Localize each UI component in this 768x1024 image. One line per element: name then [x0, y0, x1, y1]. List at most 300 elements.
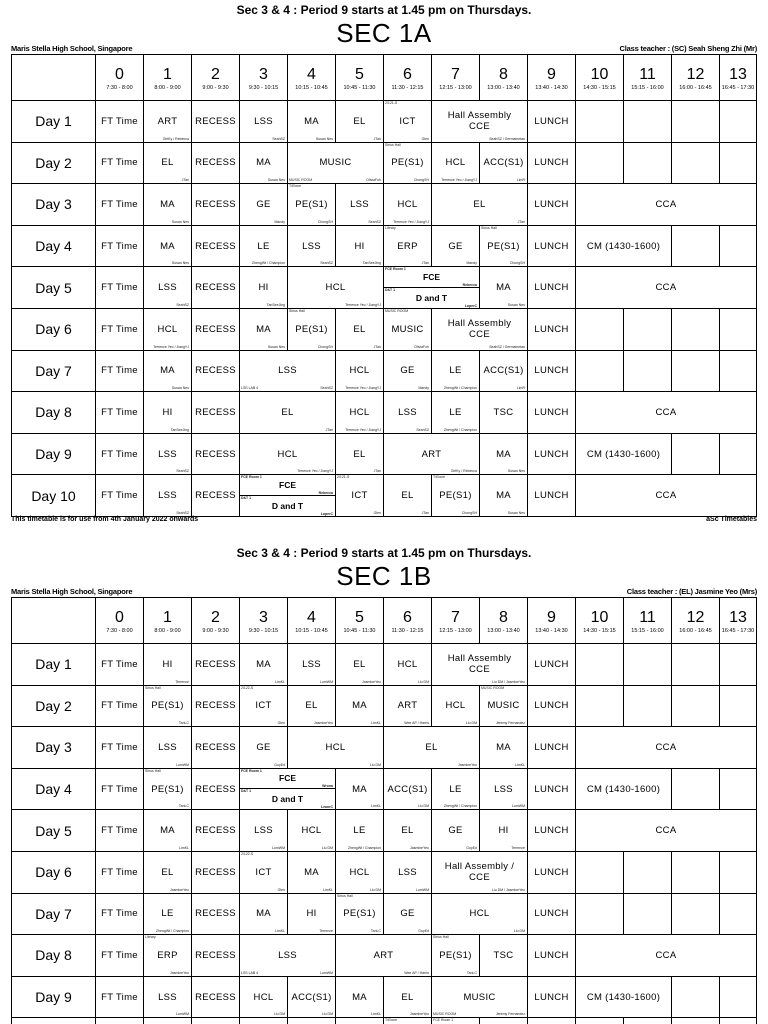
subject-label: D and T: [415, 292, 448, 303]
day-label: Day 4: [12, 768, 96, 810]
teacher-label: Mandy: [274, 219, 285, 224]
subject-label: MA: [496, 741, 511, 753]
day-label: Day 8: [12, 935, 96, 977]
subject-label: CCA: [655, 282, 677, 294]
subject-label: ICT: [255, 866, 272, 878]
subject-label: FCE: [423, 272, 440, 283]
subject-label: MA: [160, 198, 175, 210]
subject-label: LUNCH: [534, 448, 569, 460]
subject-label: RECESS: [195, 908, 236, 920]
lesson-cell: [480, 392, 528, 434]
teacher-label: JTan: [373, 469, 381, 474]
subject-label: PE(S1): [295, 198, 328, 210]
subject-label: RECESS: [195, 240, 236, 252]
lesson-cell: [720, 768, 757, 810]
subject-label: ERP: [157, 949, 178, 961]
teacher-label: Susan Nes: [267, 178, 285, 183]
corner-cell: [12, 598, 96, 644]
teacher-label: Susan Nes: [267, 344, 285, 349]
subject-label: CCA: [655, 406, 677, 418]
subject-label: CCA: [655, 490, 677, 502]
lesson-cell: [336, 101, 384, 143]
teacher-label: JTan: [325, 427, 333, 432]
lesson-cell: [624, 851, 672, 893]
lesson-cell: [432, 685, 480, 727]
lesson-cell: [480, 475, 528, 517]
period-header: [144, 55, 192, 101]
subject-label: HCL: [301, 825, 322, 837]
subject-label: FT Time: [101, 741, 138, 753]
period-header-row: [12, 598, 757, 644]
lesson-cell: [528, 101, 576, 143]
subject-label: HCL: [157, 323, 178, 335]
lesson-cell: [192, 935, 240, 977]
room-label: Sirius Hall: [337, 893, 353, 898]
lesson-cell: [576, 101, 624, 143]
day-row: [12, 267, 757, 309]
subject-label: HCL: [445, 700, 466, 712]
teacher-label: Mandy: [418, 386, 429, 391]
period-number: 4: [307, 608, 316, 626]
teacher-label: Terrence: [511, 845, 525, 850]
day-label: Day 2: [12, 142, 96, 184]
lesson-cell: [192, 101, 240, 143]
subject-label: RECESS: [195, 991, 236, 1003]
period-time: 9:00 - 9:30: [202, 84, 229, 91]
subject-label: CCA: [655, 198, 677, 210]
subject-label: Hall Assembly CCE: [447, 110, 512, 133]
lesson-cell: [528, 392, 576, 434]
footer-validity: This timetable is for use from 4th January 2022 onwards: [11, 516, 199, 523]
day-row: [12, 392, 757, 434]
subject-label: PE(S1): [487, 240, 520, 252]
teacher-label: LimKL: [371, 804, 381, 809]
subject-label: ART: [421, 448, 442, 460]
subject-label: LUNCH: [534, 115, 569, 127]
subject-label: GE: [256, 741, 271, 753]
day-label: Day 4: [12, 225, 96, 267]
subject-label: LSS: [158, 991, 177, 1003]
teacher-label: TanLC: [178, 804, 189, 809]
lesson-cell: [336, 893, 384, 935]
subject-label: LSS: [158, 282, 177, 294]
subject-label: RECESS: [195, 866, 236, 878]
corner-cell: [12, 55, 96, 101]
subject-label: EL: [425, 741, 438, 753]
period-header: [384, 598, 432, 644]
period-number: 2: [211, 608, 220, 626]
lesson-cell: [576, 142, 624, 184]
teacher-label: LumWM: [271, 845, 285, 850]
teacher-label: ChongSH: [461, 510, 477, 515]
teacher-label: Glen: [373, 510, 381, 515]
subject-label: EL: [353, 115, 366, 127]
period-time: 11:30 - 12:15: [391, 627, 424, 634]
lesson-cell: [480, 267, 528, 309]
lesson-cell: [528, 976, 576, 1018]
subject-label: RECESS: [195, 741, 236, 753]
lesson-cell: [576, 267, 757, 309]
subject-label: MUSIC: [463, 991, 496, 1003]
subject-label: FT Time: [101, 700, 138, 712]
lesson-cell: [96, 685, 144, 727]
lesson-cell: [144, 267, 192, 309]
period-number: 13: [729, 608, 747, 626]
day-row: [12, 768, 757, 810]
lesson-cell: [288, 685, 336, 727]
teacher-label: ChongSH: [509, 261, 525, 266]
subject-label: EL: [281, 406, 294, 418]
teacher-label: Liu DM: [465, 721, 477, 726]
lesson-cell: [672, 350, 720, 392]
lesson-cell: [144, 810, 192, 852]
teacher-label: Liu DM: [321, 845, 333, 850]
subject-label: LSS: [278, 365, 297, 377]
lesson-cell: [528, 475, 576, 517]
day-label: Day 9: [12, 976, 96, 1018]
period-header: [576, 55, 624, 101]
lesson-cell: [288, 810, 336, 852]
lesson-cell: [240, 976, 288, 1018]
room-label: FCE Room 1: [433, 1018, 454, 1023]
subject-label: PE(S1): [151, 783, 184, 795]
split-lesson-top: [384, 267, 479, 287]
period-time: 14:30 - 15:15: [583, 84, 616, 91]
period-number: 11: [639, 65, 656, 83]
day-label: Day 2: [12, 685, 96, 727]
subject-label: HI: [306, 908, 317, 920]
room-label: D&T 1: [385, 287, 396, 292]
period-time: 10:45 - 11:30: [343, 84, 376, 91]
lesson-cell: [720, 225, 757, 267]
lesson-cell: [288, 267, 384, 309]
lesson-cell: [288, 851, 336, 893]
period-number: 0: [115, 608, 124, 626]
lesson-cell: [384, 225, 432, 267]
period-number: 3: [259, 65, 268, 83]
teacher-label: JTan: [373, 344, 381, 349]
teacher-label: Liu DM: [321, 1012, 333, 1017]
timetable-grid: [11, 597, 757, 1024]
lesson-cell: [432, 225, 480, 267]
lesson-cell: [480, 810, 528, 852]
subject-label: CM (1430-1600): [586, 240, 661, 252]
day-row: [12, 851, 757, 893]
subject-label: LUNCH: [534, 282, 569, 294]
subject-label: FT Time: [101, 658, 138, 670]
lesson-cell: [384, 810, 432, 852]
period-time: 15:15 - 16:00: [631, 84, 664, 91]
teacher-label: SeahSZ: [368, 219, 381, 224]
teacher-label: LumWM: [319, 970, 333, 975]
lesson-cell: [528, 1018, 576, 1024]
lesson-cell: [576, 184, 757, 226]
lesson-cell: [192, 1018, 240, 1024]
subject-label: EL: [353, 323, 366, 335]
subject-label: ICT: [351, 490, 368, 502]
lesson-cell: [576, 308, 624, 350]
room-label: Library: [385, 225, 396, 230]
lesson-cell: [144, 976, 192, 1018]
teacher-label: ChongSH: [413, 178, 429, 183]
subject-label: LUNCH: [534, 157, 569, 169]
lesson-cell: [576, 433, 672, 475]
subject-label: GE: [448, 825, 463, 837]
class-title: SEC 1B: [336, 561, 432, 591]
subject-label: MA: [256, 658, 271, 670]
subject-label: FT Time: [101, 825, 138, 837]
subject-label: FT Time: [101, 991, 138, 1003]
teacher-label: JasmineYeo: [170, 887, 189, 892]
lesson-cell: [432, 184, 528, 226]
period-time: 7:30 - 8:00: [106, 627, 133, 634]
lesson-cell: [672, 225, 720, 267]
lesson-cell: [576, 851, 624, 893]
teacher-label: Susan Nes: [171, 386, 189, 391]
teacher-label: Susan Nes: [507, 469, 525, 474]
lesson-cell: [384, 1018, 432, 1024]
teacher-label: TanSeeJing: [170, 427, 189, 432]
subject-label: FT Time: [101, 866, 138, 878]
subject-label: LSS: [398, 406, 417, 418]
teacher-label: Susan Nes: [507, 302, 525, 307]
subject-label: LE: [257, 240, 270, 252]
lesson-cell: [288, 727, 384, 769]
subject-label: RECESS: [195, 282, 236, 294]
teacher-label: OliviaFoh: [414, 344, 429, 349]
period-number: 4: [307, 65, 316, 83]
day-row: [12, 142, 757, 184]
lesson-cell: [720, 142, 757, 184]
room-label: MUSIC ROOM: [289, 178, 313, 183]
period-number: 7: [451, 65, 460, 83]
teacher-label: LimKL: [323, 887, 333, 892]
period-time: 16:00 - 16:45: [679, 627, 712, 634]
teacher-label: Terrence Yeo / JiangYJ: [393, 219, 429, 224]
lesson-cell: [720, 433, 757, 475]
lesson-cell: [624, 350, 672, 392]
subject-label: MA: [304, 115, 319, 127]
lesson-cell: [288, 142, 384, 184]
day-label: Day 3: [12, 727, 96, 769]
period-header-row: [12, 55, 757, 101]
lesson-cell: [384, 308, 432, 350]
subject-label: MUSIC: [319, 157, 352, 169]
lesson-cell: [720, 893, 757, 935]
teacher-label: Terrence Yeo / JiangYJ: [345, 427, 381, 432]
lesson-cell: [576, 350, 624, 392]
subject-label: ACC(S1): [387, 783, 428, 795]
lesson-cell: [240, 225, 288, 267]
teacher-label: Susan Nes: [315, 136, 333, 141]
lesson-cell: [432, 851, 528, 893]
lesson-cell: [576, 644, 624, 686]
lesson-cell: [240, 1018, 288, 1024]
room-label: 2/122-S: [241, 851, 254, 856]
teacher-label: GirlKy / Rebecca: [162, 136, 189, 141]
teacher-label: LumWM: [175, 1012, 189, 1017]
subject-label: HCL: [397, 658, 418, 670]
lesson-cell: [144, 184, 192, 226]
subject-label: MA: [352, 991, 367, 1003]
teacher-label: SeahSZ / Germainetan: [489, 344, 525, 349]
teacher-label: ZhengWt / Champion: [347, 845, 381, 850]
lesson-cell: [384, 142, 432, 184]
subject-label: FT Time: [101, 282, 138, 294]
teacher-label: LumWM: [319, 679, 333, 684]
subject-label: FT Time: [101, 198, 138, 210]
period-time: 13:00 - 13:40: [487, 84, 520, 91]
lesson-cell: [480, 350, 528, 392]
period-time: 11:30 - 12:15: [391, 84, 424, 91]
day-label: Day 7: [12, 350, 96, 392]
teacher-label: JTan: [517, 219, 525, 224]
subject-label: LSS: [278, 949, 297, 961]
period-header: [288, 598, 336, 644]
subject-label: FT Time: [101, 157, 138, 169]
period-time: 9:00 - 9:30: [202, 627, 229, 634]
subject-label: LUNCH: [534, 198, 569, 210]
lesson-cell: [336, 225, 384, 267]
teacher-label: ZhengWt / Champion: [155, 929, 189, 934]
lesson-cell: [528, 350, 576, 392]
teacher-label: Jeremy Fernandez: [495, 721, 525, 726]
lesson-cell: [720, 644, 757, 686]
period-number: 9: [547, 65, 556, 83]
lesson-cell: [192, 893, 240, 935]
subject-label: PE(S1): [439, 949, 472, 961]
lesson-cell: [144, 851, 192, 893]
subject-label: MA: [352, 700, 367, 712]
lesson-cell: [240, 392, 336, 434]
lesson-cell: [480, 935, 528, 977]
period-header: [576, 598, 624, 644]
lesson-cell: [720, 1018, 757, 1024]
period-header: [480, 55, 528, 101]
lesson-cell: [720, 685, 757, 727]
lesson-cell: [192, 768, 240, 810]
lesson-cell: [240, 644, 288, 686]
period-header: [624, 598, 672, 644]
class-title: SEC 1A: [336, 18, 432, 48]
teacher-label: OliviaFoh: [366, 178, 381, 183]
teacher-label: LuperC: [464, 303, 477, 308]
period-number: 1: [163, 65, 172, 83]
subject-label: RECESS: [195, 825, 236, 837]
teacher-label: Susan Nes: [171, 219, 189, 224]
subject-label: EL: [401, 825, 414, 837]
day-row: [12, 644, 757, 686]
lesson-cell: [240, 727, 288, 769]
subject-label: LSS: [158, 448, 177, 460]
teacher-label: Liu DM: [369, 762, 381, 767]
period-number: 12: [686, 65, 705, 83]
teacher-label: ZhengWt / Champion: [443, 386, 477, 391]
period-number: 8: [499, 65, 508, 83]
lesson-cell: [480, 727, 528, 769]
lesson-cell: [432, 893, 528, 935]
lesson-cell: [528, 267, 576, 309]
teacher-label: Liu DM / JasmineYeo: [492, 887, 525, 892]
teacher-label: LimKL: [275, 929, 285, 934]
period-number: 6: [403, 608, 412, 626]
subject-label: HCL: [469, 908, 490, 920]
period-number: 13: [729, 65, 747, 83]
teacher-label: Terrence: [319, 929, 333, 934]
day-label: Day 9: [12, 433, 96, 475]
lesson-cell: [144, 433, 192, 475]
lesson-cell: [432, 935, 480, 977]
period-header: [192, 598, 240, 644]
lesson-cell: [576, 392, 757, 434]
day-row: [12, 225, 757, 267]
lesson-cell: [384, 184, 432, 226]
subject-label: RECESS: [195, 198, 236, 210]
lesson-cell: [624, 142, 672, 184]
lesson-cell: [240, 893, 288, 935]
lesson-cell: [336, 392, 384, 434]
lesson-cell: [720, 308, 757, 350]
teacher-label: Terrence Yeo / JiangYJ: [441, 178, 477, 183]
teacher-label: Rebecca: [462, 282, 477, 287]
lesson-cell: [432, 350, 480, 392]
subject-label: PE(S1): [343, 908, 376, 920]
period-time: 10:45 - 11:30: [343, 627, 376, 634]
lesson-cell: [624, 308, 672, 350]
lesson-cell: [144, 644, 192, 686]
subject-label: HCL: [349, 866, 370, 878]
teacher-label: LeanrC: [320, 805, 333, 810]
lesson-cell: [288, 308, 336, 350]
lesson-cell: [96, 727, 144, 769]
teacher-label: LumWM: [175, 762, 189, 767]
subject-label: PE(S1): [151, 700, 184, 712]
lesson-cell: [96, 976, 144, 1018]
period-number: 5: [355, 65, 364, 83]
teacher-label: GuyEd: [418, 929, 429, 934]
day-row: [12, 184, 757, 226]
lesson-cell: [144, 685, 192, 727]
room-label: Sirius Hall: [385, 142, 401, 147]
period-time: 7:30 - 8:00: [106, 84, 133, 91]
lesson-cell: [528, 768, 576, 810]
teacher-label: Terrence Yeo / JiangYJ: [297, 469, 333, 474]
teacher-label: JTan: [421, 261, 429, 266]
lesson-cell: [240, 142, 288, 184]
period-header: [240, 55, 288, 101]
lesson-cell: [528, 433, 576, 475]
period-header: [96, 55, 144, 101]
lesson-cell: [384, 101, 432, 143]
room-label: Sirius Hall: [433, 935, 449, 940]
subject-label: PE(S1): [295, 323, 328, 335]
subject-label: CCA: [655, 741, 677, 753]
period-note: Sec 3 & 4 : Period 9 starts at 1.45 pm on Thursdays.: [236, 3, 532, 17]
lesson-cell: [384, 976, 432, 1018]
split-lesson-bottom: [240, 496, 335, 516]
day-row: [12, 475, 757, 517]
subject-label: LUNCH: [534, 700, 569, 712]
lesson-cell: [144, 1018, 192, 1024]
lesson-cell: [336, 1018, 384, 1024]
period-time: 16:00 - 16:45: [679, 84, 712, 91]
day-label: Day 7: [12, 893, 96, 935]
day-row: [12, 976, 757, 1018]
lesson-cell: [576, 225, 672, 267]
subject-label: FT Time: [101, 490, 138, 502]
subject-label: MA: [160, 825, 175, 837]
subject-label: HCL: [397, 198, 418, 210]
